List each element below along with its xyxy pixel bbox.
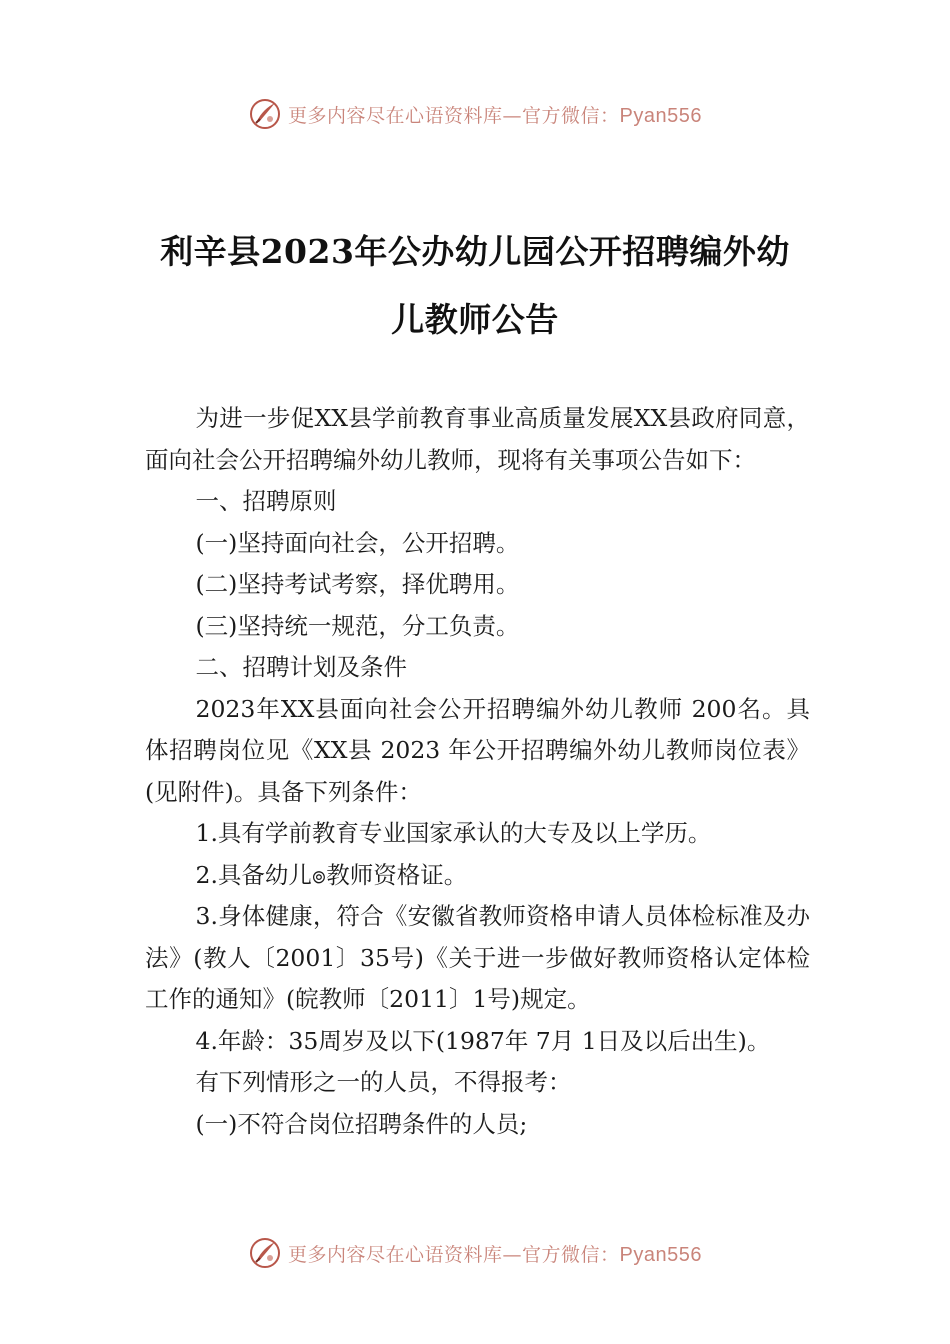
- paragraph-plan: 2023年XX县面向社会公开招聘编外幼儿教师 200名。具体招聘岗位见《XX县 2023 年公开招聘编外幼儿教师岗位表》(见附件)。具备下列条件：: [145, 694, 810, 806]
- quill-seal-icon: [248, 1236, 282, 1270]
- document-title: [130, 218, 820, 354]
- condition-1: 1.具有学前教育专业国家承认的大专及以上学历。: [195, 819, 712, 847]
- heading-plan: 二、招聘计划及条件: [195, 653, 408, 681]
- document-body: [145, 398, 810, 1145]
- principle-3: (三)坚持统一规范，分工负责。: [195, 611, 520, 640]
- title-line-1: 利辛县2023年公办幼儿园公开招聘编外幼: [160, 232, 790, 271]
- quill-seal-icon: [248, 97, 282, 131]
- condition-4: 4.年龄：35周岁及以下(1987年 7月 1日及以后出生)。: [195, 1026, 771, 1055]
- wechat-id: Pyan556: [619, 1243, 702, 1266]
- condition-2: 2.具备幼儿๏教师资格证。: [195, 860, 468, 889]
- watermark-text: 更多内容尽在心语资料库—官方微信：Pyan556: [288, 104, 702, 127]
- paragraph-exclusions: 有下列情形之一的人员，不得报考：: [195, 1068, 572, 1096]
- watermark-text: 更多内容尽在心语资料库—官方微信：Pyan556: [288, 1243, 702, 1266]
- wechat-id: Pyan556: [619, 104, 702, 127]
- paragraph-intro: 为进一步促XX县学前教育事业高质量发展XX县政府同意，面向社会公开招聘编外幼儿教师，现将有关事项公告如下：: [145, 404, 810, 474]
- exclusion-1: (一)不符合岗位招聘条件的人员;: [195, 1109, 528, 1138]
- principle-2: (二)坚持考试考察，择优聘用。: [195, 570, 520, 598]
- footer-watermark: [0, 1233, 950, 1273]
- heading-principles: 一、招聘原则: [195, 487, 337, 515]
- condition-3: 3.身体健康，符合《安徽省教师资格申请人员体检标准及办法》(教人〔2001〕35号)《关于进一步做好教师资格认定体检工作的通知》(皖教师〔2011〕1号)规定。: [145, 902, 810, 1013]
- principle-1: (一)坚持面向社会，公开招聘。: [195, 528, 520, 557]
- title-line-2: 儿教师公告: [391, 300, 559, 339]
- header-watermark: [0, 94, 950, 134]
